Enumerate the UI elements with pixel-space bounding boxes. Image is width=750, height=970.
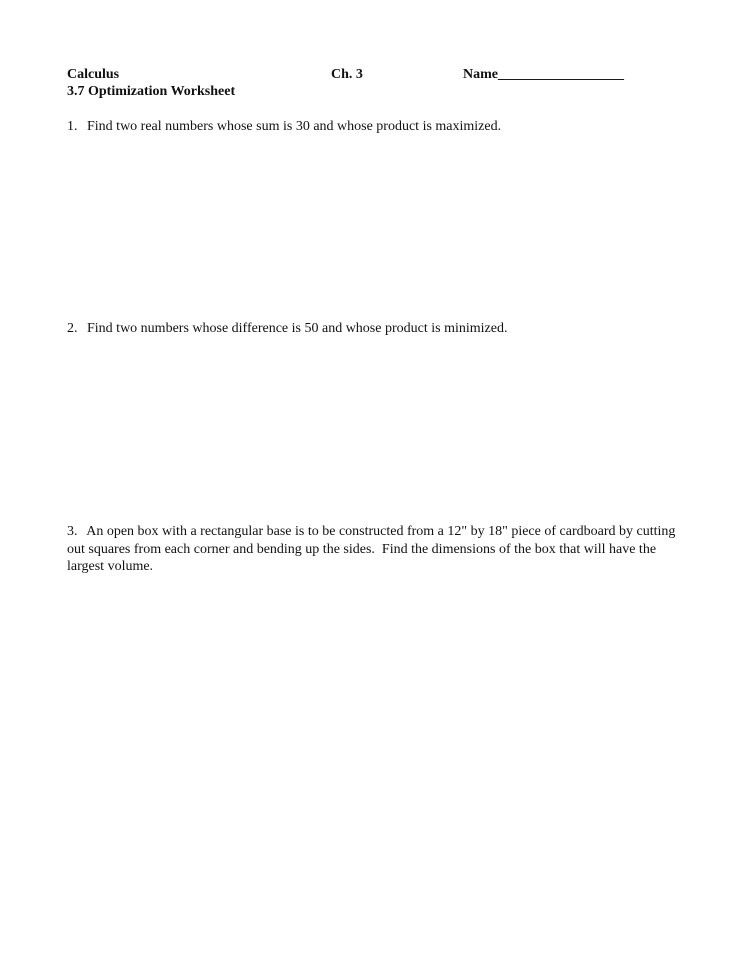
problem-3-number: 3. xyxy=(67,524,78,539)
problem-3 xyxy=(67,523,692,576)
problem-1-text: Find two real numbers whose sum is 30 and whose product is maximized. xyxy=(87,119,502,134)
course-title: Calculus xyxy=(67,67,120,82)
worksheet-title: 3.7 Optimization Worksheet xyxy=(67,84,236,99)
problem-1 xyxy=(67,118,692,136)
problem-2-text: Find two numbers whose difference is 50 and whose product is minimized. xyxy=(87,321,508,336)
problem-1-number: 1. xyxy=(67,119,78,134)
problem-2 xyxy=(67,320,692,338)
problem-2-number: 2. xyxy=(67,321,78,336)
problem-3-text: An open box with a rectangular base is to be constructed from a 12" by 18" piece of cardboard by cutting out squares from each corner and bending up the sides. Find the dimensions of the box that will have the largest volume. xyxy=(67,524,679,574)
chapter-label: Ch. 3 xyxy=(331,67,363,82)
name-field-label: Name__________________ xyxy=(463,67,624,82)
